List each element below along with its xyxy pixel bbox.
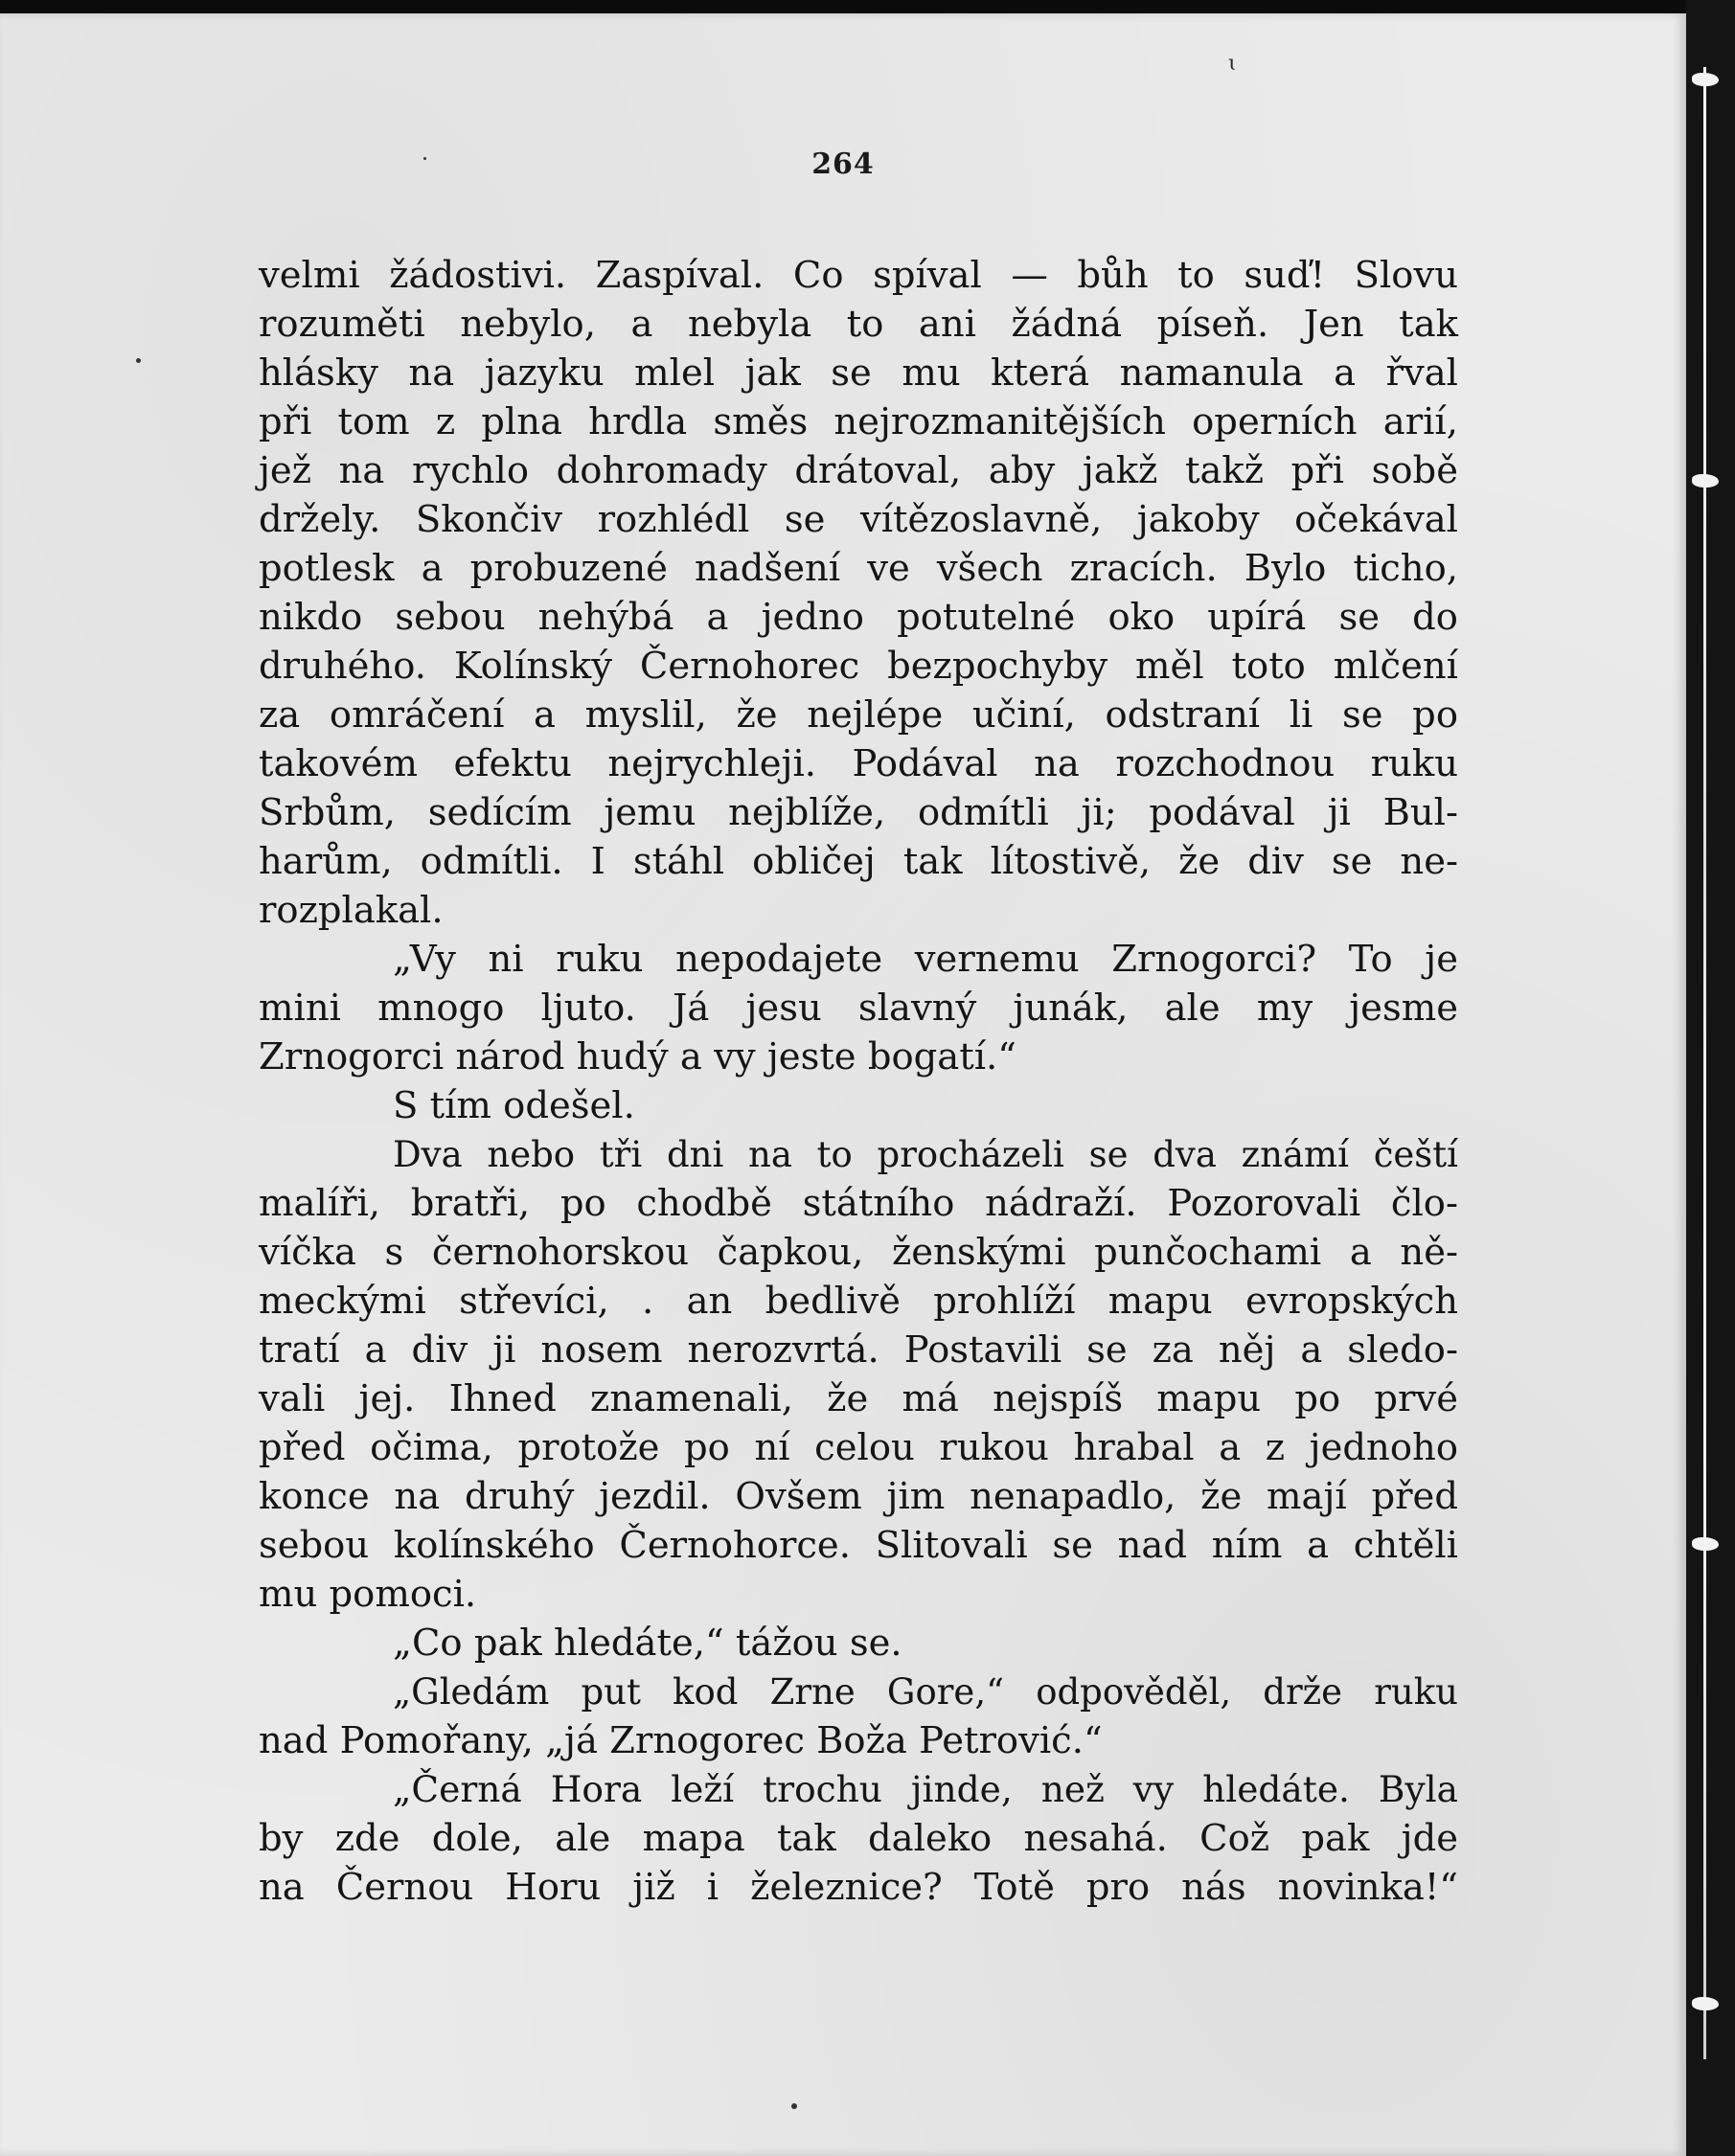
- text-line: na Černou Horu již i železnice? Totě pro nás novinka!“: [259, 1866, 1458, 1909]
- text-line: „Gledám put kod Zrne Gore,“ odpověděl, drže ruku: [393, 1671, 1458, 1713]
- margin-speck-bottom: [791, 2103, 797, 2109]
- margin-speck-left: [136, 358, 141, 363]
- text-line: nikdo sebou nehýbá a jedno potutelné oko upírá se do: [259, 596, 1458, 639]
- text-line: harům, odmítli. I stáhl obličej tak lítostivě, že div se ne-: [259, 840, 1458, 883]
- page-number: 264: [811, 148, 875, 181]
- text-line: Srbům, sedícím jemu nejblíže, odmítli ji; podával ji Bul-: [259, 791, 1458, 834]
- text-line: Dva nebo tři dni na to procházeli se dva známí čeští: [393, 1134, 1458, 1175]
- binding-thread-bottom: [1692, 1997, 1719, 2010]
- scan-edge-dark: [1686, 0, 1735, 2156]
- text-line: tratí a div ji nosem nerozvrtá. Postavili se za něj a sledo-: [259, 1328, 1458, 1372]
- text-line: hlásky na jazyku mlel jak se mu která namanula a řval: [259, 352, 1458, 395]
- text-line: při tom z plna hrdla směs nejrozmanitějších operních arií,: [259, 400, 1458, 443]
- text-line: druhého. Kolínský Černohorec bezpochyby měl toto mlčení: [259, 645, 1458, 688]
- text-line: nad Pomořany, „já Zrnogorec Boža Petrović.“: [259, 1719, 1103, 1762]
- text-line: před očima, protože po ní celou rukou hrabal a z jednoho: [259, 1426, 1458, 1469]
- text-line: velmi žádostivi. Zaspíval. Co spíval — bůh to suď! Slovu: [259, 254, 1458, 297]
- binding-thread-middle: [1692, 474, 1719, 488]
- text-line: S tím odešel.: [393, 1084, 635, 1127]
- text-line: rozplakal.: [259, 889, 444, 932]
- binding-thread-top: [1692, 73, 1719, 86]
- text-line: víčka s černohorskou čapkou, ženskými punčochami a ně-: [259, 1231, 1458, 1274]
- text-line: by zde dole, ale mapa tak daleko nesahá. Což pak jde: [259, 1817, 1458, 1860]
- text-line: „Černá Hora leží trochu jinde, než vy hledáte. Byla: [393, 1768, 1458, 1810]
- binding-edge-line: [1703, 67, 1706, 2059]
- text-line: mini mnogo ljuto. Já jesu slavný junák, ale my jesme: [259, 987, 1458, 1030]
- top-margin-mark: ɩ: [1228, 52, 1237, 76]
- body-text: [259, 251, 1458, 1912]
- text-line: „Co pak hledáte,“ tážou se.: [393, 1622, 902, 1665]
- text-line: vali jej. Ihned znamenali, že má nejspíš mapu po prvé: [259, 1377, 1458, 1420]
- text-line: takovém efektu nejrychleji. Podával na rozchodnou ruku: [259, 742, 1458, 785]
- text-line: potlesk a probuzené nadšení ve všech zracích. Bylo ticho,: [259, 547, 1458, 590]
- text-line: za omráčení a myslil, že nejlépe učiní, odstraní li se po: [259, 693, 1458, 737]
- text-line: rozuměti nebylo, a nebyla to ani žádná píseň. Jen tak: [259, 303, 1458, 346]
- text-line: meckými střevíci, . an bedlivě prohlíží mapu evropských: [259, 1280, 1458, 1323]
- text-line: držely. Skončiv rozhlédl se vítězoslavně, jakoby očekával: [259, 498, 1458, 541]
- text-line: mu pomoci.: [259, 1573, 477, 1616]
- text-line: sebou kolínského Černohorce. Slitovali se nad ním a chtěli: [259, 1524, 1458, 1567]
- book-page: [0, 13, 1686, 2156]
- text-line: malíři, bratři, po chodbě státního nádraží. Pozorovali člo-: [259, 1182, 1458, 1225]
- text-line: „Vy ni ruku nepodajete vernemu Zrnogorci? To je: [393, 938, 1458, 981]
- text-line: konce na druhý jezdil. Ovšem jim nenapadlo, že mají před: [259, 1475, 1458, 1518]
- text-line: Zrnogorci národ hudý a vy jeste bogatí.“: [259, 1035, 1016, 1078]
- binding-thread-lower: [1692, 1537, 1719, 1551]
- text-line: jež na rychlo dohromady drátoval, aby jakž takž při sobě: [259, 449, 1458, 492]
